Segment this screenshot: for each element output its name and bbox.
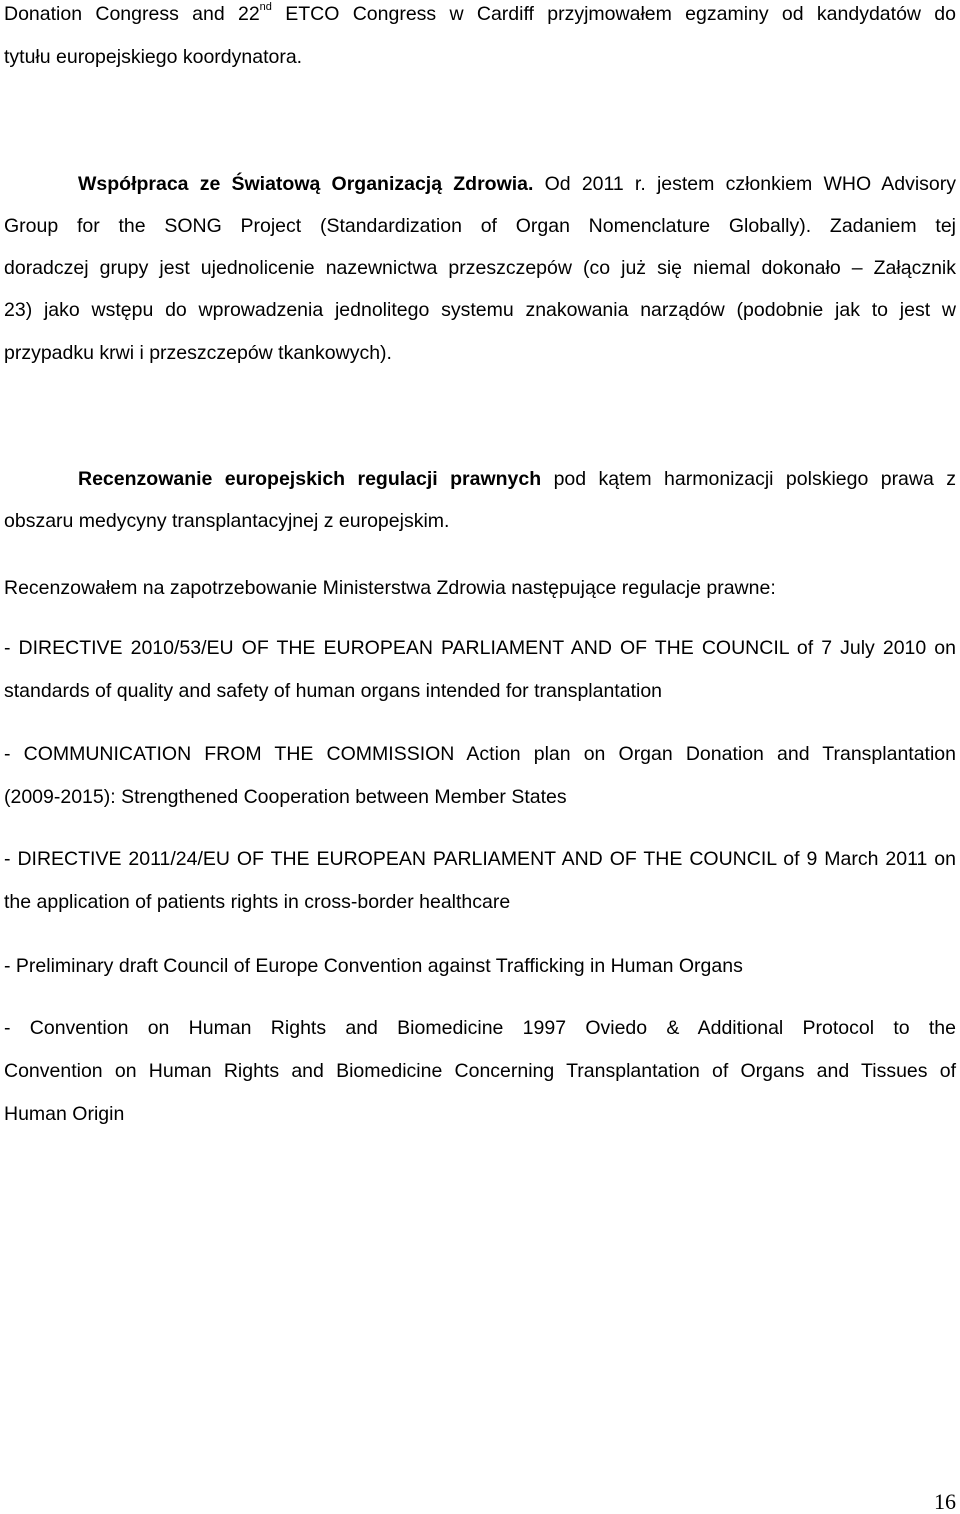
list-item-line: - DIRECTIVE 2011/24/EU OF THE EUROPEAN PARLIAMENT AND OF THE COUNCIL of 9 March 2011 on	[4, 848, 956, 870]
page-number: 16	[934, 1489, 956, 1514]
paragraph-line: obszaru medycyny transplantacyjnej z europejskim.	[4, 510, 450, 532]
list-item-line: - COMMUNICATION FROM THE COMMISSION Action plan on Organ Donation and Transplantation	[4, 743, 956, 765]
list-item-line: (2009-2015): Strengthened Cooperation between Member States	[4, 786, 567, 808]
list-item-line: - DIRECTIVE 2010/53/EU OF THE EUROPEAN PARLIAMENT AND OF THE COUNCIL of 7 July 2010 on	[4, 637, 956, 659]
paragraph-line	[78, 466, 956, 492]
section-heading: Współpraca ze Światową Organizacją Zdrowia.	[78, 173, 534, 195]
paragraph-line: doradczej grupy jest ujednolicenie nazewnictwa przeszczepów (co już się niemal dokonało – Załącznik	[4, 257, 956, 279]
paragraph-line	[78, 171, 956, 197]
paragraph-line: przypadku krwi i przeszczepów tkankowych).	[4, 342, 392, 364]
text-segment: Donation Congress and 22	[4, 3, 260, 25]
superscript: nd	[259, 1, 272, 13]
paragraph-line: 23) jako wstępu do wprowadzenia jednolitego systemu znakowania narządów (podobnie jak to jest w	[4, 299, 956, 321]
list-item-line: Convention on Human Rights and Biomedicine Concerning Transplantation of Organs and Tissues of	[4, 1060, 956, 1082]
list-item-line: - Preliminary draft Council of Europe Convention against Trafficking in Human Organs	[4, 955, 743, 977]
paragraph-line: Group for the SONG Project (Standardization of Organ Nomenclature Globally). Zadaniem tej	[4, 215, 956, 237]
list-item-line: the application of patients rights in cross-border healthcare	[4, 891, 511, 913]
list-item-line: standards of quality and safety of human organs intended for transplantation	[4, 680, 663, 702]
text-segment: Od 2011 r. jestem członkiem WHO Advisory	[533, 173, 956, 195]
paragraph-line	[4, 1, 956, 27]
paragraph-line: Recenzowałem na zapotrzebowanie Ministerstwa Zdrowia następujące regulacje prawne:	[4, 577, 776, 599]
text-segment: pod kątem harmonizacji polskiego prawa z	[541, 468, 956, 490]
list-item-line: - Convention on Human Rights and Biomedicine 1997 Oviedo & Additional Protocol to the	[4, 1017, 956, 1039]
section-heading: Recenzowanie europejskich regulacji prawnych	[78, 468, 542, 490]
list-item-line: Human Origin	[4, 1103, 125, 1125]
text-segment: ETCO Congress w Cardiff przyjmowałem egzaminy od kandydatów do	[271, 3, 956, 25]
paragraph-line: tytułu europejskiego koordynatora.	[4, 46, 303, 68]
